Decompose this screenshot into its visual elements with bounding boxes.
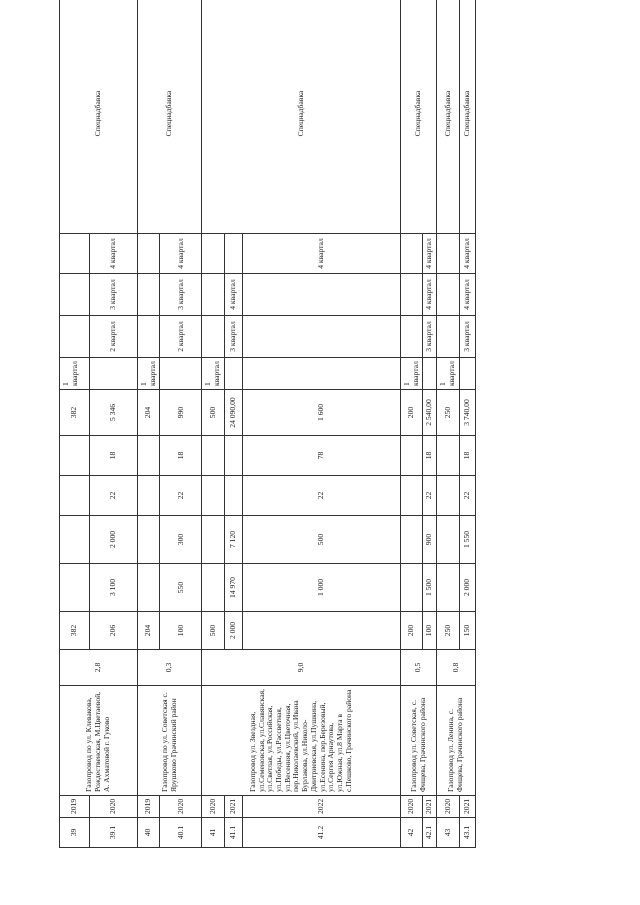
quarter-cell: 3 квартал xyxy=(459,316,475,358)
quarter-cell: 3 квартал xyxy=(160,274,202,316)
value-cell: 22 xyxy=(423,476,437,516)
value-cell: 18 xyxy=(160,436,202,476)
row-number-cell: 39.1 xyxy=(90,818,138,848)
quarter-cell xyxy=(202,234,224,274)
address-cell: Газопровод по ул. Советская с. Ярушково Грачинский район xyxy=(138,686,202,796)
total-cell: 2 540,00 xyxy=(423,390,437,436)
value-cell xyxy=(224,476,242,516)
value-cell: 150 xyxy=(459,612,475,650)
value-cell: 382 xyxy=(60,612,90,650)
quarter-cell xyxy=(400,274,422,316)
quarter-cell: 2 квартал xyxy=(160,316,202,358)
quarter-cell: 1 квартал xyxy=(138,358,160,390)
quarter-cell xyxy=(160,358,202,390)
length-cell: 9,0 xyxy=(202,650,400,686)
value-cell: 300 xyxy=(160,516,202,564)
total-cell: 250 xyxy=(437,390,459,436)
value-cell xyxy=(437,564,459,612)
value-cell: 7 120 xyxy=(224,516,242,564)
year-cell: 2019 xyxy=(138,796,160,818)
value-cell xyxy=(202,436,224,476)
quarter-cell: 4 квартал xyxy=(224,274,242,316)
row-number-cell: 43 xyxy=(437,818,459,848)
funding-source-cell: Спецнадбавка xyxy=(437,0,459,234)
length-cell: 0,8 xyxy=(437,650,475,686)
quarter-cell: 4 квартал xyxy=(160,234,202,274)
value-cell xyxy=(138,436,160,476)
quarter-cell xyxy=(400,316,422,358)
quarter-cell xyxy=(437,274,459,316)
quarter-cell: 1 квартал xyxy=(437,358,459,390)
year-cell: 2020 xyxy=(160,796,202,818)
quarter-cell xyxy=(242,274,400,316)
value-cell: 1 500 xyxy=(423,564,437,612)
quarter-cell xyxy=(138,316,160,358)
value-cell xyxy=(400,516,422,564)
value-cell: 2 000 xyxy=(459,564,475,612)
quarter-cell: 1 квартал xyxy=(60,358,90,390)
quarter-cell xyxy=(138,234,160,274)
value-cell: 200 xyxy=(400,612,422,650)
total-cell: 204 xyxy=(138,390,160,436)
year-cell: 2021 xyxy=(224,796,242,818)
quarter-cell xyxy=(60,316,90,358)
value-cell xyxy=(60,564,90,612)
row-number-cell: 40 xyxy=(138,818,160,848)
row-number-cell: 41.2 xyxy=(242,818,400,848)
value-cell xyxy=(400,564,422,612)
value-cell xyxy=(437,476,459,516)
value-cell xyxy=(60,436,90,476)
table-row xyxy=(202,0,224,848)
value-cell: 500 xyxy=(242,516,400,564)
value-cell: 22 xyxy=(160,476,202,516)
address-cell: Газопровод ул. Ленина, с. Фищева, Грачинского района xyxy=(437,686,475,796)
year-cell: 2020 xyxy=(202,796,224,818)
value-cell xyxy=(138,516,160,564)
value-cell xyxy=(437,516,459,564)
year-cell: 2021 xyxy=(459,796,475,818)
funding-source-cell: Спецнадбавка xyxy=(202,0,400,234)
value-cell: 250 xyxy=(437,612,459,650)
value-cell: 2 000 xyxy=(224,612,242,650)
year-cell: 2020 xyxy=(90,796,138,818)
row-number-cell: 42.1 xyxy=(423,818,437,848)
value-cell: 22 xyxy=(90,476,138,516)
value-cell: 1 550 xyxy=(459,516,475,564)
value-cell xyxy=(242,612,400,650)
quarter-cell xyxy=(90,358,138,390)
value-cell: 14 970 xyxy=(224,564,242,612)
quarter-cell: 1 квартал xyxy=(202,358,224,390)
year-cell: 2022 xyxy=(242,796,400,818)
value-cell xyxy=(437,436,459,476)
quarter-cell xyxy=(400,234,422,274)
value-cell: 18 xyxy=(90,436,138,476)
value-cell: 206 xyxy=(90,612,138,650)
funding-source-cell: Спецнадбавка xyxy=(60,0,138,234)
table-row xyxy=(138,0,160,848)
value-cell xyxy=(138,476,160,516)
funding-source-cell: Спецнадбавка xyxy=(400,0,436,234)
quarter-cell xyxy=(242,316,400,358)
total-cell: 24 090,00 xyxy=(224,390,242,436)
gas-pipeline-schedule-table xyxy=(59,0,476,848)
value-cell: 2 000 xyxy=(90,516,138,564)
value-cell xyxy=(400,476,422,516)
quarter-cell xyxy=(437,234,459,274)
table-row xyxy=(60,0,90,848)
year-cell: 2020 xyxy=(437,796,459,818)
funding-source-cell: Спецнадбавка xyxy=(459,0,475,234)
value-cell: 18 xyxy=(423,436,437,476)
quarter-cell: 3 квартал xyxy=(224,316,242,358)
total-cell: 500 xyxy=(202,390,224,436)
address-cell: Газопровод ул. Звездная, ул.Семеновская, ул.Славянская, ул.Светлая, ул.Российская, ул.Победы, ул.Рассветная, ул.Весенняя, ул.Цветочная, пер.Николаевский, ул.Ивана Бурлакова, ул.Николо-Дмитриевская, ул.Пушкина, ул.Есенина, пер.Березовый, ул.Сергея Арнаутова, ул.Южная, ул.8 Марта в с.Пешково, Грачинского района xyxy=(202,686,400,796)
value-cell: 100 xyxy=(423,612,437,650)
quarter-cell: 2 квартал xyxy=(90,316,138,358)
quarter-cell xyxy=(138,274,160,316)
value-cell: 1 000 xyxy=(242,564,400,612)
total-cell: 1 600 xyxy=(242,390,400,436)
row-number-cell: 43.1 xyxy=(459,818,475,848)
total-cell: 990 xyxy=(160,390,202,436)
year-cell: 2020 xyxy=(400,796,422,818)
length-cell: 2,8 xyxy=(60,650,138,686)
value-cell xyxy=(202,564,224,612)
total-cell: 200 xyxy=(400,390,422,436)
value-cell xyxy=(202,476,224,516)
quarter-cell: 4 квартал xyxy=(90,234,138,274)
value-cell xyxy=(224,436,242,476)
quarter-cell xyxy=(224,234,242,274)
address-cell: Газопровод по ул. Клевакова, Рождественская, М.Цветаевой, А. Ахматовой г. Гуково xyxy=(60,686,138,796)
value-cell: 18 xyxy=(459,436,475,476)
quarter-cell xyxy=(437,316,459,358)
value-cell: 78 xyxy=(242,436,400,476)
value-cell xyxy=(138,564,160,612)
total-cell: 382 xyxy=(60,390,90,436)
quarter-cell xyxy=(459,358,475,390)
value-cell: 204 xyxy=(138,612,160,650)
table-row xyxy=(437,0,459,848)
row-number-cell: 39 xyxy=(60,818,90,848)
quarter-cell: 4 квартал xyxy=(423,234,437,274)
value-cell: 22 xyxy=(459,476,475,516)
length-cell: 0,5 xyxy=(400,650,436,686)
quarter-cell: 4 квартал xyxy=(459,274,475,316)
quarter-cell: 4 квартал xyxy=(459,234,475,274)
value-cell xyxy=(202,516,224,564)
quarter-cell: 1 квартал xyxy=(400,358,422,390)
value-cell xyxy=(60,476,90,516)
length-cell: 0,3 xyxy=(138,650,202,686)
funding-source-cell: Спецнадбавка xyxy=(138,0,202,234)
value-cell xyxy=(400,436,422,476)
quarter-cell xyxy=(202,316,224,358)
year-cell: 2019 xyxy=(60,796,90,818)
quarter-cell: 3 квартал xyxy=(423,316,437,358)
row-number-cell: 42 xyxy=(400,818,422,848)
quarter-cell xyxy=(60,234,90,274)
total-cell: 3 740,00 xyxy=(459,390,475,436)
value-cell: 22 xyxy=(242,476,400,516)
quarter-cell: 4 квартал xyxy=(242,234,400,274)
quarter-cell xyxy=(242,358,400,390)
quarter-cell: 3 квартал xyxy=(90,274,138,316)
year-cell: 2021 xyxy=(423,796,437,818)
value-cell: 500 xyxy=(202,612,224,650)
value-cell xyxy=(60,516,90,564)
row-number-cell: 41 xyxy=(202,818,224,848)
value-cell: 900 xyxy=(423,516,437,564)
quarter-cell xyxy=(224,358,242,390)
quarter-cell xyxy=(423,358,437,390)
row-number-cell: 40.1 xyxy=(160,818,202,848)
quarter-cell xyxy=(202,274,224,316)
value-cell: 100 xyxy=(160,612,202,650)
rotated-page xyxy=(59,54,471,848)
quarter-cell: 4 квартал xyxy=(423,274,437,316)
row-number-cell: 41.1 xyxy=(224,818,242,848)
value-cell: 3 100 xyxy=(90,564,138,612)
quarter-cell xyxy=(60,274,90,316)
address-cell: Газопровод ул. Советская, с. Фищева, Грачинского района xyxy=(400,686,436,796)
value-cell: 550 xyxy=(160,564,202,612)
total-cell: 5 346 xyxy=(90,390,138,436)
table-row xyxy=(400,0,422,848)
